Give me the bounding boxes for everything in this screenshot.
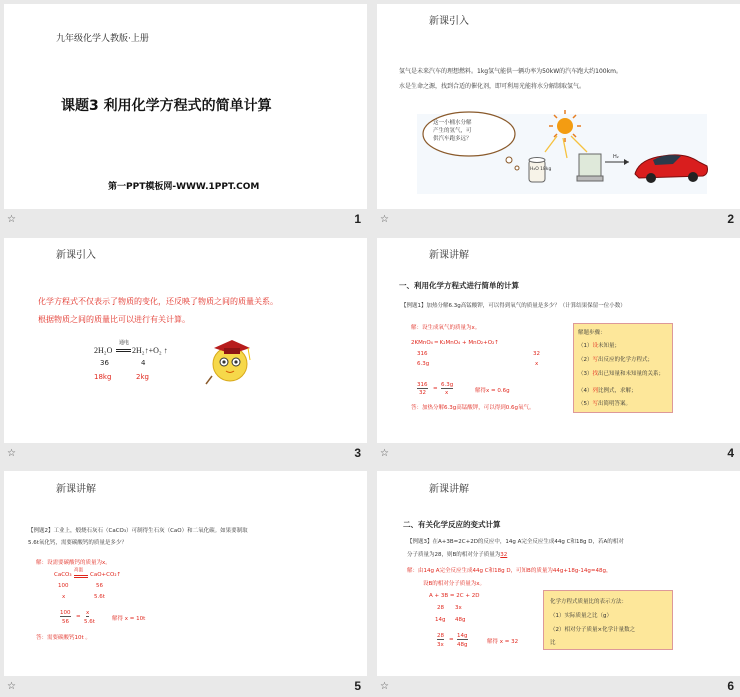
- answer: 答：需要碳酸钙10t 。: [36, 635, 91, 641]
- value-b: 48g: [455, 617, 466, 623]
- section-title: 一、利用化学方程式进行简单的计算: [399, 281, 519, 290]
- step-2: （2）写出反应的化学方程式；: [578, 357, 654, 363]
- example-line-1: 【例题2】工业上，煅烧石灰石（CaCO₃）可制得生石灰（CaO）和二氧化碳。如果要制取: [28, 528, 248, 534]
- equals-sign: =: [449, 637, 454, 643]
- mass-water: 36: [100, 359, 109, 367]
- star-icon[interactable]: ☆: [7, 681, 16, 692]
- section-title: 二、有关化学反应的变式计算: [403, 520, 501, 529]
- ratio-den-left: 3x: [437, 642, 444, 648]
- value-b: 5.6t: [94, 594, 105, 600]
- note-title: 化学方程式质量比的表示方法：: [550, 599, 628, 605]
- star-icon[interactable]: ☆: [380, 214, 389, 225]
- value-a: 6.3g: [417, 361, 430, 367]
- equation-right: CaO+CO₂↑: [90, 572, 122, 578]
- h2-label: H₂: [613, 154, 619, 160]
- red-car-icon: [635, 155, 708, 183]
- equation-arrow: [116, 349, 131, 352]
- site-label: 第一PPT模板网-WWW.1PPT.COM: [108, 182, 260, 192]
- slide-heading: 新课引入: [429, 16, 469, 27]
- ratio-num-left: 316: [417, 382, 428, 388]
- slide-heading: 新课讲解: [429, 484, 469, 495]
- mass-ratio-note-box: [543, 590, 673, 650]
- answer: 答：加热分解6.3g高锰酸钾，可以得到0.6g氧气。: [411, 405, 535, 411]
- slide-number: 4: [727, 446, 734, 460]
- equation-left: CaCO₃: [54, 572, 72, 578]
- example-line-2: 分子质量为28，则B的相对分子质量为32: [407, 552, 508, 558]
- apparatus-icon: [577, 154, 603, 181]
- value-a: x: [62, 594, 66, 600]
- paragraph-1: 氢气是未来汽车的理想燃料。1kg氢气能供一辆功率为50kW的汽车跑大约100km。: [399, 68, 622, 75]
- slide-canvas: [377, 238, 740, 443]
- ratio-num-right: 6.3g: [441, 382, 454, 388]
- note-line-1: （1）实际质量之比（g）: [550, 613, 612, 619]
- slide-footer: [4, 676, 367, 697]
- slide-number: 1: [354, 212, 361, 226]
- ratio-num-right: 14g: [457, 633, 468, 639]
- note-line-2: （2）相对分子质量×化学计量数之: [550, 627, 636, 633]
- slide-canvas: [4, 471, 367, 676]
- intro-line-2: 根据物质之间的质量比可以进行有关计算。: [38, 315, 190, 324]
- slide-number: 5: [354, 679, 361, 693]
- slide-heading: 新课讲解: [56, 484, 96, 495]
- ratio-den-right: 5.6t: [84, 619, 95, 625]
- slide-canvas: [4, 238, 367, 443]
- actual-water: 18kg: [94, 373, 112, 381]
- solve-line: 解：设生成氧气的质量为x。: [411, 325, 481, 331]
- result: 解得 x = 32: [487, 639, 519, 645]
- value-a: 14g: [435, 617, 446, 623]
- mass-b: 32: [533, 351, 540, 357]
- slide-thumbnail-6[interactable]: [377, 471, 740, 697]
- grade-label: 九年级化学人教版·上册: [56, 34, 149, 44]
- slide-canvas: [377, 471, 740, 676]
- ratio-den-right: x: [445, 390, 449, 396]
- bubble-line-3: 供汽车跑多远？: [433, 136, 472, 142]
- slide-number: 2: [727, 212, 734, 226]
- slide-footer: [377, 676, 740, 697]
- ratio-num-left: 100: [60, 610, 71, 616]
- barrel-label: H₂O 18kg: [530, 167, 552, 172]
- solve-line-1: 解：由14g A完全反应生成44g C和18g D，可知B的质量为44g+18g-14g=48g，: [407, 568, 612, 574]
- bubble-line-1: 这一小桶水分解: [433, 120, 472, 126]
- solve-line-2: 设B的相对分子质量为x。: [423, 581, 486, 587]
- actual-hydrogen: 2kg: [136, 373, 149, 381]
- equation-arrow: [74, 575, 88, 578]
- mass-b: 3x: [455, 605, 462, 611]
- slide-thumbnail-1[interactable]: [4, 4, 367, 230]
- equals-sign: =: [433, 386, 438, 392]
- step-4: （4）列比例式，求解；: [578, 388, 637, 394]
- bubble-line-2: 产生的氢气，可: [433, 128, 472, 134]
- graduate-mascot-icon: [202, 330, 262, 392]
- equation-line: A + 3B = 2C + 2D: [429, 593, 480, 599]
- equals-sign: =: [76, 614, 81, 620]
- mass-b: 56: [96, 583, 103, 589]
- example-line-2: 5.6t氧化钙，需要碳酸钙的质量是多少？: [28, 540, 127, 546]
- equation-right: 2H₂↑+O₂ ↑: [132, 346, 168, 355]
- sun-icon: [549, 110, 581, 142]
- star-icon[interactable]: ☆: [380, 681, 389, 692]
- equation-left: 2H₂O: [94, 346, 113, 355]
- slide-canvas: [377, 4, 740, 209]
- slide-thumbnail-3[interactable]: [4, 238, 367, 464]
- intro-line-1: 化学方程式不仅表示了物质的变化，还反映了物质之间的质量关系。: [38, 297, 278, 306]
- slide-footer: [4, 443, 367, 464]
- ratio-den-right: 48g: [457, 642, 468, 648]
- star-icon[interactable]: ☆: [7, 448, 16, 459]
- mass-a: 316: [417, 351, 428, 357]
- value-b: x: [535, 361, 539, 367]
- result: 解得 x = 10t: [112, 616, 146, 622]
- slide-number: 6: [727, 679, 734, 693]
- mass-a: 28: [437, 605, 444, 611]
- slide-heading: 新课讲解: [429, 250, 469, 261]
- slide-canvas: [4, 4, 367, 209]
- solve-line: 解：设需要碳酸钙的质量为x。: [36, 560, 111, 566]
- slide-heading: 新课引入: [56, 250, 96, 261]
- example-text: 【例题1】加热分解6.3g高锰酸钾，可以得到氧气的质量是多少？（计算结果保留一位小数）: [401, 303, 626, 309]
- ratio-num-right: x: [86, 610, 90, 616]
- slide-thumbnail-2[interactable]: [377, 4, 740, 230]
- ratio-num-left: 28: [437, 633, 444, 639]
- paragraph-2: 水是生命之源，找到合适的催化剂，即可利用光能将水分解制取氢气。: [399, 83, 586, 90]
- slide-footer: [377, 209, 740, 230]
- step-1: （1）设未知量；: [578, 343, 621, 349]
- slide-thumbnail-4[interactable]: [377, 238, 740, 464]
- step-3: （3）找出已知量和未知量的关系；: [578, 371, 665, 377]
- ratio-den-left: 32: [419, 390, 426, 396]
- slide-footer: [4, 209, 367, 230]
- star-icon[interactable]: ☆: [7, 214, 16, 225]
- ratio-den-left: 56: [62, 619, 69, 625]
- lesson-title: 课题3 利用化学方程式的简单计算: [61, 98, 272, 114]
- slide-number: 3: [354, 446, 361, 460]
- slide-thumbnail-5[interactable]: [4, 471, 367, 697]
- equation-condition: 高温: [74, 568, 83, 573]
- steps-note-box: [573, 323, 673, 413]
- slide-footer: [377, 443, 740, 464]
- step-5: （5）写出简明答案。: [578, 401, 632, 407]
- result: 解得x = 0.6g: [475, 388, 510, 394]
- equation-condition: 通电: [119, 340, 130, 346]
- note-line-3: 比: [550, 640, 556, 646]
- example-line-1: 【例题3】在A+3B=2C+2D的反应中，14g A完全反应生成44g C和18g D，若A的相对: [407, 539, 624, 545]
- answer-blank: 32: [500, 552, 508, 558]
- star-icon[interactable]: ☆: [380, 448, 389, 459]
- mass-a: 100: [58, 583, 69, 589]
- mass-hydrogen: 4: [141, 359, 146, 367]
- steps-title: 解题步骤：: [578, 330, 606, 336]
- equation-line: 2KMnO₄ ═ K₂MnO₄ + MnO₂+O₂↑: [411, 340, 499, 346]
